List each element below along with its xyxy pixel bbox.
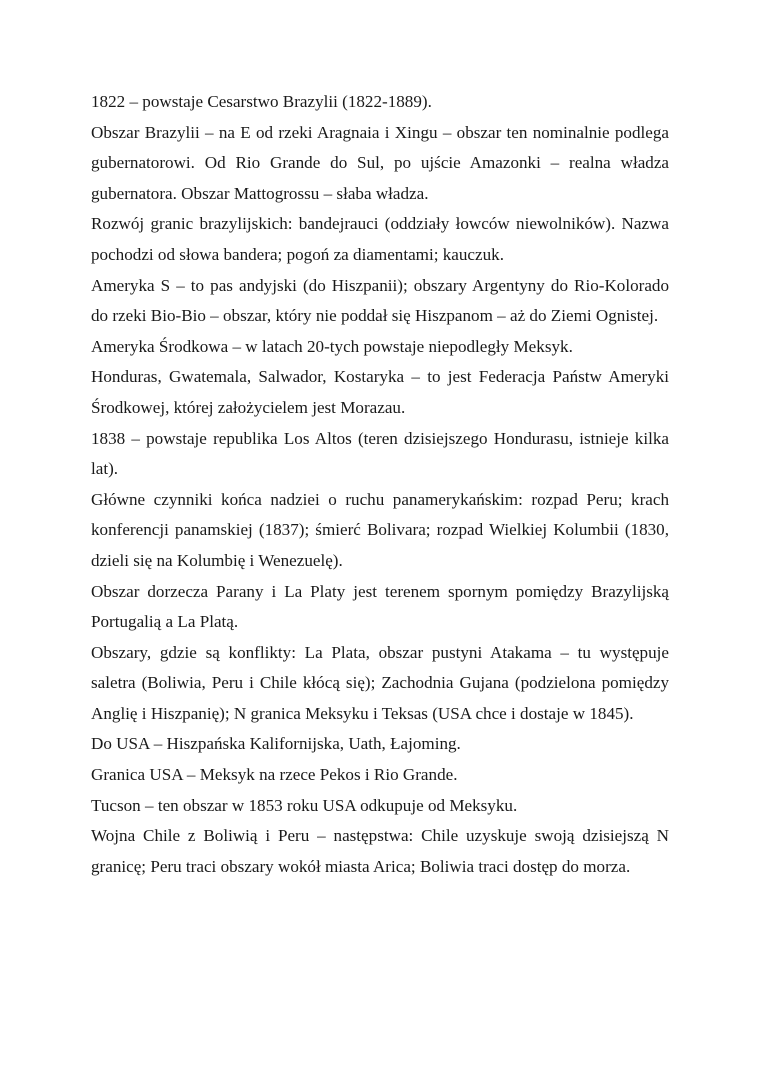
paragraph-conflict-areas: Obszary, gdzie są konflikty: La Plata, obszar pustyni Atakama – tu występuje saletra (Boliwia, Peru i Chile kłócą się); Zachodnia Gujana (podzielona pomiędzy Anglię i Hiszpanię); N granica Meksyku i Teksas (USA chce i dostaje w 1845). [91, 642, 669, 723]
paragraph-central-america: Ameryka Środkowa – w latach 20-tych powstaje niepodległy Meksyk. [91, 336, 573, 356]
paragraph-to-usa: Do USA – Hiszpańska Kalifornijska, Uath, Łajoming. [91, 734, 461, 754]
paragraph-tucson: Tucson – ten obszar w 1853 roku USA odkupuje od Meksyku. [91, 795, 518, 815]
paragraph-los-altos: 1838 – powstaje republika Los Altos (teren dzisiejszego Hondurasu, istnieje kilka lat). [91, 428, 669, 479]
paragraph-usa-mexico-border: Granica USA – Meksyk na rzece Pekos i Rio Grande. [91, 765, 458, 785]
paragraph-panamerican-factors: Główne czynniki końca nadziei o ruchu panamerykańskim: rozpad Peru; krach konferencji panamskiej (1837); śmierć Bolivara; rozpad Wielkiej Kolumbii (1830, dzieli się na Kolumbię i Wenezuelę). [91, 489, 669, 570]
paragraph-brazil-empire: 1822 – powstaje Cesarstwo Brazylii (1822-1889). [91, 92, 432, 111]
paragraph-central-federation: Honduras, Gwatemala, Salwador, Kostaryka – to jest Federacja Państw Ameryki Środkowej, której założycielem jest Morazau. [91, 367, 669, 417]
paragraph-chile-war: Wojna Chile z Boliwią i Peru – następstwa: Chile uzyskuje swoją dzisiejszą N granicę; Peru traci obszary wokół miasta Arica; Boliwia traci dostęp do morza. [91, 826, 669, 876]
document-body [91, 87, 669, 882]
paragraph-brazil-territory: Obszar Brazylii – na E od rzeki Aragnaia i Xingu – obszar ten nominalnie podlega gubernatorowi. Od Rio Grande do Sul, po ujście Amazonki – realna władza gubernatora. Obszar Mattogrossu – słaba władza. [91, 122, 669, 203]
paragraph-brazil-borders: Rozwój granic brazylijskich: bandejrauci (oddziały łowców niewolników). Nazwa pochodzi od słowa bandera; pogoń za diamentami; kauczuk. [91, 214, 669, 264]
paragraph-parana-la-plata: Obszar dorzecza Parany i La Platy jest terenem spornym pomiędzy Brazylijską Portugalią a La Platą. [91, 581, 669, 632]
paragraph-south-america: Ameryka S – to pas andyjski (do Hiszpanii); obszary Argentyny do Rio-Kolorado do rzeki Bio-Bio – obszar, który nie poddał się Hiszpanom – aż do Ziemi Ognistej. [91, 275, 669, 326]
